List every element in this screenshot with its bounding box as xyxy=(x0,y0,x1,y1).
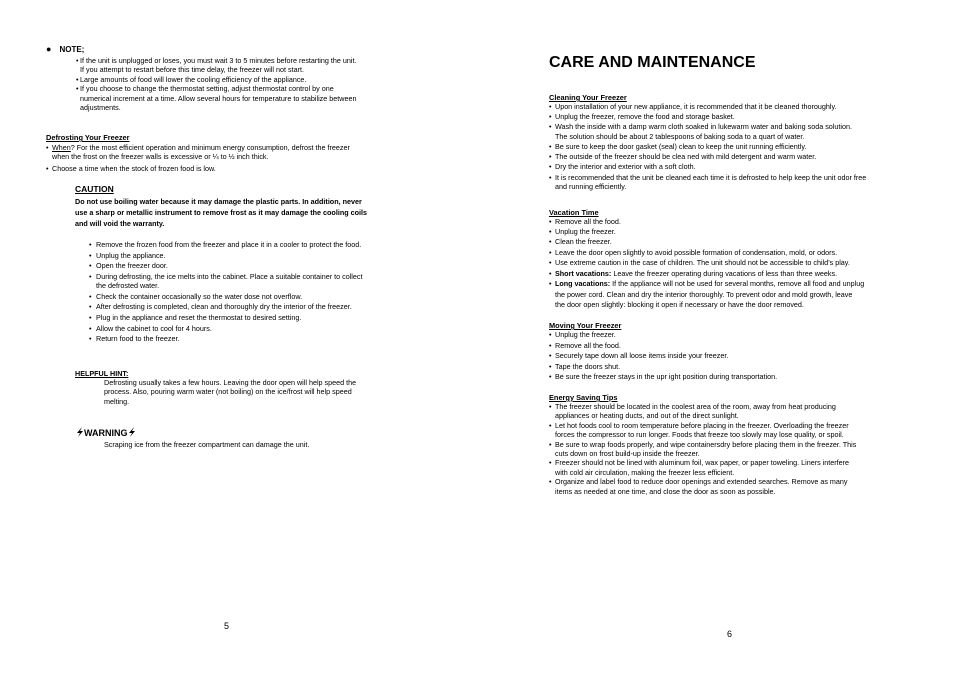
energy-tips-list xyxy=(549,402,856,496)
vacation-heading: Vacation Time xyxy=(549,208,599,217)
short-vacations-item: • Short vacations: Leave the freezer operating during vacations of less than three weeks. xyxy=(549,269,838,278)
defrost-step: • Plug in the appliance and reset the thermostat to desired setting. xyxy=(89,312,302,322)
defrost-when-item: • When? For the most efficient operation and minimum energy consumption, defrost the freezer when the frost on the freezer walls is excessive or ¼ to ½ inch thick. xyxy=(46,143,350,162)
defrosting-heading: Defrosting Your Freezer xyxy=(46,133,130,142)
defrost-steps-list xyxy=(89,240,363,345)
note-heading: ● NOTE; xyxy=(46,44,85,54)
defrost-step: • Open the freezer door. xyxy=(89,261,168,271)
cleaning-item: • The outside of the freezer should be clea ned with mild detergent and warm water. xyxy=(549,152,817,162)
energy-tip: • Let hot foods cool to room temperature before placing in the freezer. Overloading the freezer forces the compressor to run longer. Foods that freeze too slowly may lose quality, or spoil. xyxy=(549,420,849,440)
defrost-step: • Allow the cabinet to cool for 4 hours. xyxy=(89,323,212,333)
page-title: CARE AND MAINTENANCE xyxy=(549,54,756,71)
vacation-item: • Unplug the freezer. xyxy=(549,227,616,237)
lightning-icon xyxy=(128,427,136,437)
vacation-list xyxy=(549,217,850,268)
moving-list xyxy=(549,330,777,383)
vacation-item: • Clean the freezer. xyxy=(549,237,612,247)
cleaning-item: • Dry the interior and exterior with a soft cloth. xyxy=(549,162,696,172)
caution-text: Do not use boiling water because it may damage the plastic parts. In addition, never use a sharp or metallic instrument to remove frost as it may damage the cooling coils and will void the warranty. xyxy=(75,197,367,228)
defrost-step: • During defrosting, the ice melts into the cabinet. Place a suitable container to collect the defrosted water. xyxy=(89,271,363,291)
page-number-right: 6 xyxy=(727,629,733,639)
defrost-step: • Check the container occasionally so the water dose not overflow. xyxy=(89,291,303,301)
cleaning-item: • Unplug the freezer, remove the food and storage basket. xyxy=(549,112,735,122)
vacation-item: • Remove all the food. xyxy=(549,217,621,226)
moving-item: • Securely tape down all loose items inside your freezer. xyxy=(549,351,729,361)
helpful-hint-heading: HELPFUL HINT: xyxy=(75,369,129,378)
vacation-item: • Use extreme caution in the case of children. The unit should not be accessible to child’s play. xyxy=(549,257,850,267)
cleaning-item: • Be sure to keep the door gasket (seal) clean to keep the unit running efficiently. xyxy=(549,142,807,152)
lightning-icon xyxy=(76,427,84,437)
defrost-step: • Unplug the appliance. xyxy=(89,250,166,260)
cleaning-item: • It is recommended that the unit be cleaned each time it is defrosted to help keep the unit odor free and running efficiently. xyxy=(549,172,867,192)
cleaning-item: • Upon installation of your new appliance, it is recommended that it be cleaned thoroughly. xyxy=(549,102,837,111)
cleaning-item: • Wash the inside with a damp warm cloth soaked in lukewarm water and baking soda solution. The solution should be about 2 tablespoons of baking soda to a quart of water. xyxy=(549,122,852,141)
note-item: •If the unit is unplugged or loses, you must wait 3 to 5 minutes before restarting the unit. If you attempt to restart before this time delay, the freezer will not start. xyxy=(76,56,357,75)
defrost-step: • Return food to the freezer. xyxy=(89,334,180,344)
note-item: •Large amounts of food will lower the cooling efficiency of the appliance. xyxy=(76,74,307,84)
moving-item: • Unplug the freezer. xyxy=(549,330,616,339)
moving-item: • Tape the doors shut. xyxy=(549,361,621,371)
defrost-item-2: • Choose a time when the stock of frozen food is low. xyxy=(46,164,216,173)
moving-heading: Moving Your Freezer xyxy=(549,321,622,330)
warning-heading: WARNING xyxy=(76,427,136,438)
energy-heading: Energy Saving Tips xyxy=(549,393,618,402)
note-item: •If you choose to change the thermostat setting, adjust thermostat control by one numerical increment at a time. Allow several hours for temperature to stabilize between adjustments. xyxy=(76,84,357,113)
helpful-hint-text: Defrosting usually takes a few hours. Leaving the door open will help speed the process. Also, pouring warm water (not boiling) on the ice/frost will help speed melting. xyxy=(104,378,357,406)
vacation-item: • Leave the door open slightly to avoid possible formation of condensation, mold, or odors. xyxy=(549,247,838,257)
caution-heading: CAUTION xyxy=(75,184,114,194)
energy-tip: • Freezer should not be lined with aluminum foil, wax paper, or paper toweling. Liners interfere with cold air circulation, making the freezer less efficient. xyxy=(549,458,850,477)
moving-item: • Be sure the freezer stays in the upr ight position during transportation. xyxy=(549,372,778,382)
long-vacations-item: • Long vacations: If the appliance will not be used for several months, remove all food and unplug the power cord. Clean and dry the interior thoroughly. To prevent odor and mold growth, leave the door open slightly: blocking it open if necessary or have the door removed. xyxy=(549,279,865,309)
cleaning-list xyxy=(549,102,866,192)
note-list xyxy=(76,56,356,112)
defrost-step: • After defrosting is completed, clean and thoroughly dry the interior of the freezer. xyxy=(89,302,352,312)
page-number-left: 5 xyxy=(224,621,230,631)
cleaning-heading: Cleaning Your Freezer xyxy=(549,93,627,102)
energy-tip: • Be sure to wrap foods properly, and wipe containersdry before placing them in the freezer. This cuts down on frost build-up inside the freezer. xyxy=(549,439,857,459)
energy-tip: • Organize and label food to reduce door openings and extended searches. Remove as many items as needed at one time, and close the door as soon as possible. xyxy=(549,477,848,496)
energy-tip: • The freezer should be located in the coolest area of the room, away from heat producing appliances or heating ducts, and out of the direct sunlight. xyxy=(549,402,836,421)
warning-text: Scraping ice from the freezer compartment can damage the unit. xyxy=(104,440,310,449)
defrost-step: • Remove the frozen food from the freezer and place it in a cooler to protect the food. xyxy=(89,240,362,249)
moving-item: • Remove all the food. xyxy=(549,340,621,350)
